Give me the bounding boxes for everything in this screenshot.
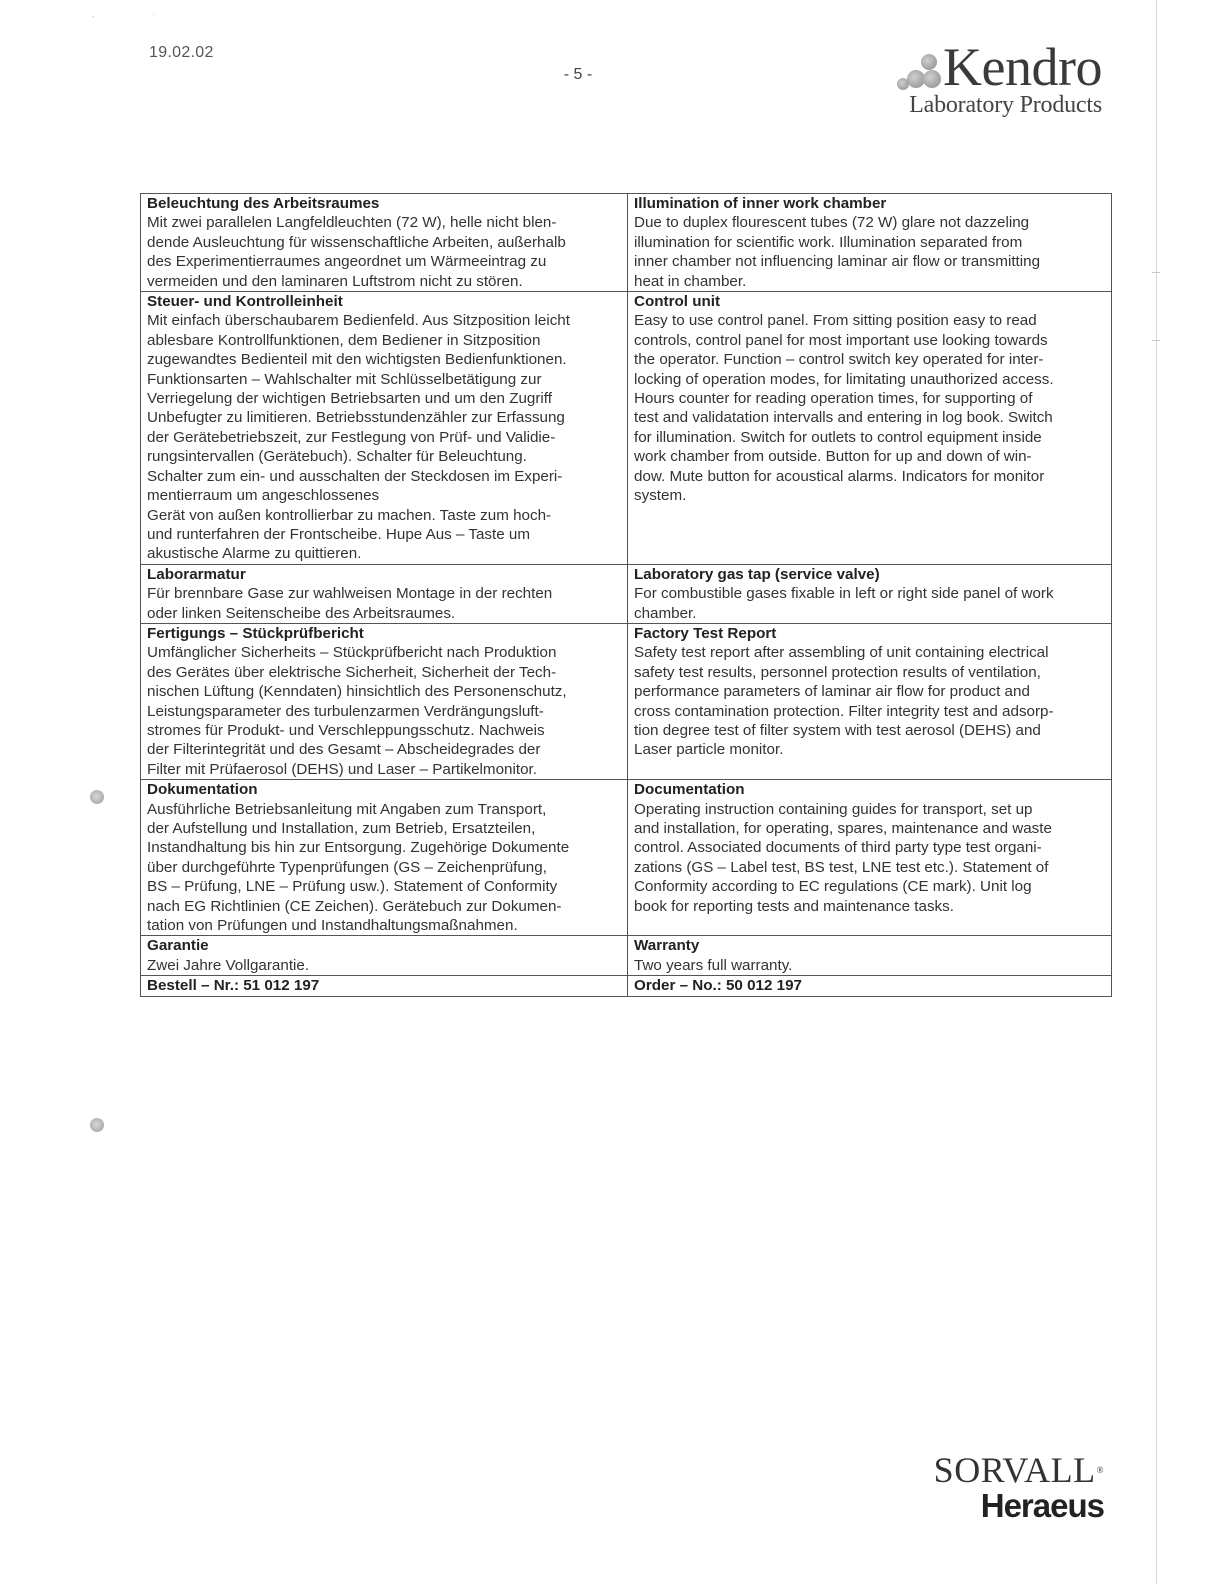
german-cell [141,564,628,623]
sorvall-heraeus-logo [934,1452,1104,1524]
kendro-dots-icon [897,54,941,90]
german-text: Umfänglicher Sicherheits – Stückprüfbericht nach Produktion des Gerätes über elektrische Sicherheit, Sicherheit der Tech- nischen Lüftung (Kenndaten) hinsichtlich des Personenschutz, Leistungsparameter des turbulenzarmen Verdrängungsluft- stromes für Produkt- und Verschleppungsschutz. Nachweis der Filterintegrität und des Gesamt – Abscheidegrades der Filter mit Prüfaerosol (DEHS) und Laser – Partikelmonitor. [147,644,567,778]
english-text: Easy to use control panel. From sitting position easy to read controls, control panel for most important use looking towards the operator. Function – control switch key operated for inter- locking of operation modes, for limitating unauthorized access. Hours counter for reading operation times, for supporting of test and validatation intervalls and entering in log book. Switch for illumination. Switch for outlets to control equipment inside work chamber from outside. Button for up and down of win- dow. Mute button for acoustical alarms. Indicators for monitor system. [634,312,1054,505]
table-row [141,194,1112,292]
scan-edge-tick [1152,272,1160,273]
scan-speck: , [92,10,95,19]
punch-hole-mark [90,790,104,804]
german-cell [141,194,628,292]
english-cell [628,292,1112,565]
english-heading: Laboratory gas tap (service valve) [634,565,880,583]
english-text: Due to duplex flourescent tubes (72 W) glare not dazzeling illumination for scientific work. Illumination separated from inner chamber not influencing laminar air flow or transmitting heat in chamber. [634,214,1041,290]
english-cell [628,194,1112,292]
scan-edge-tick [1152,340,1160,341]
english-text: For combustible gases fixable in left or right side panel of work chamber. [634,585,1054,622]
german-heading: Beleuchtung des Arbeitsraumes [147,195,380,212]
english-heading: Warranty [634,937,700,955]
english-heading: Documentation [634,781,745,799]
scan-speck: · [152,10,155,19]
german-heading: Laborarmatur [147,565,246,583]
english-heading: Factory Test Report [634,624,777,642]
english-cell [628,780,1112,936]
kendro-logo-subtitle: Laboratory Products [909,92,1102,118]
page-number: - 5 - [563,66,593,83]
heraeus-logo-name: Heraeus [980,1487,1104,1524]
english-text: Safety test report after assembling of unit containing electrical safety test results, personnel protection results of ventilation, performance parameters of laminar air flow for product and cross contamination protection. Filter integrity test and adsorp- tion degree test of filter system with test aerosol (DEHS) and Laser particle monitor. [634,644,1054,759]
english-cell [628,564,1112,623]
german-heading: Dokumentation [147,781,258,799]
order-number-row [141,976,1112,996]
table-row [141,292,1112,565]
english-text: Operating instruction containing guides for transport, set up and installation, for operating, spares, maintenance and waste control. Associated documents of third party type test organi- zations (GS – Label test, BS test, LNE test etc.). Statement of Conformity according to EC regulations (CE mark). Unit log book for reporting tests and maintenance tasks. [634,800,1052,915]
table-row [141,936,1112,976]
english-heading: Control unit [634,293,721,311]
english-order-number: Order – No.: 50 012 197 [628,976,1112,996]
german-text: Mit zwei parallelen Langfeldleuchten (72 W), helle nicht blen- dende Ausleuchtung für wissenschaftliche Arbeiten, außerhalb des Experimentierraumes angeordnet um Wärmeeintrag zu vermeiden und den laminaren Luftstrom nicht zu stören. [147,214,566,290]
kendro-logo [897,37,1102,119]
german-cell [141,936,628,976]
german-text: Mit einfach überschaubarem Bedienfeld. Aus Sitzposition leicht ablesbare Kontrollfunktionen, dem Bediener in Sitzposition zugewandtes Bedienteil mit den wichtigsten Bedienfunktionen. Funktionsarten – Wahlschalter mit Schlüsselbetätigung zur Verriegelung der wichtigen Betriebsarten und um den Zugriff Unbefugter zu limitieren. Betriebsstundenzähler zur Erfassung der Gerätebetriebszeit, zur Festlegung von Prüf- und Validie- rungsintervallen (Gerätebuch). Schalter für Beleuchtung. Schalter zum ein- und ausschalten der Steckdosen im Experi- mentierraum um angeschlossenes Gerät von außen kontrollierbar zu machen. Taste zum hoch- und runterfahren der Frontscheibe. Hupe Aus – Taste um akustische Alarme zu quittieren. [147,312,570,563]
table-row [141,623,1112,779]
specification-table [140,193,1112,997]
german-text: Zwei Jahre Vollgarantie. [147,956,310,974]
german-text: Für brennbare Gase zur wahlweisen Montage in der rechten oder linken Seitenscheibe des Arbeitsraumes. [147,585,553,622]
kendro-logo-name: Kendro [943,37,1102,97]
punch-hole-mark [90,1118,104,1132]
english-cell [628,936,1112,976]
registered-mark: ® [1096,1465,1104,1475]
english-heading: Illumination of inner work chamber [634,195,887,212]
table-row [141,780,1112,936]
german-heading: Garantie [147,937,209,955]
english-text: Two years full warranty. [634,956,793,974]
german-cell [141,623,628,779]
german-heading: Fertigungs – Stückprüfbericht [147,624,364,642]
german-heading: Steuer- und Kontrolleinheit [147,293,343,311]
english-cell [628,623,1112,779]
german-text: Ausführliche Betriebsanleitung mit Angaben zum Transport, der Aufstellung und Installation, zum Betrieb, Ersatzteilen, Instandhaltung bis hin zur Entsorgung. Zugehörige Dokumente über durchgeführte Typenprüfungen (GS – Zeichenprüfung, BS – Prüfung, LNE – Prüfung usw.). Statement of Conformity nach EG Richtlinien (CE Zeichen). Gerätebuch zur Dokumen- tation von Prüfungen und Instandhaltungsmaßnahmen. [147,800,570,935]
german-cell [141,292,628,565]
document-date: 19.02.02 [149,44,214,61]
table-row [141,564,1112,623]
sorvall-logo-name: SORVALL® [933,1450,1104,1490]
german-order-number: Bestell – Nr.: 51 012 197 [141,976,628,996]
german-cell [141,780,628,936]
scan-edge-line [1156,0,1157,1584]
